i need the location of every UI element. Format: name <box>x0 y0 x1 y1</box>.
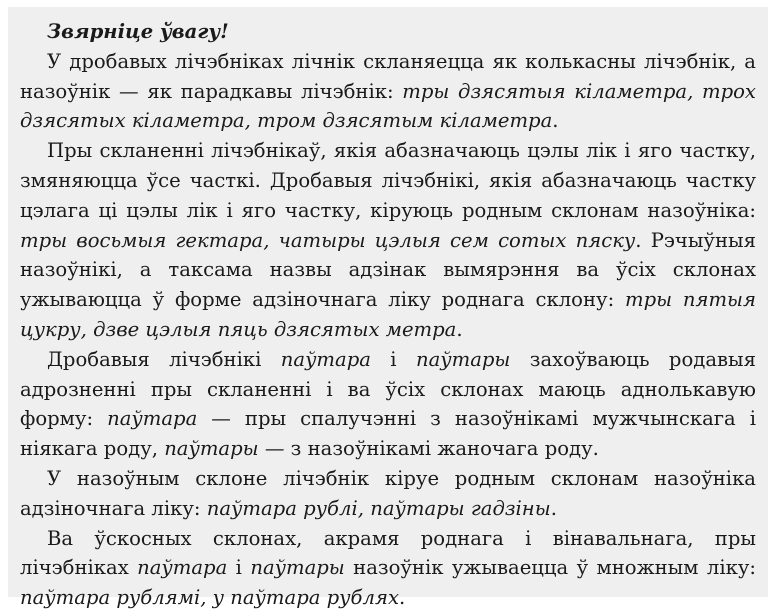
text-span: . <box>399 586 406 610</box>
paragraph-oblique-cases <box>20 524 756 613</box>
example-text: паўтара <box>280 347 371 371</box>
text-span: У дробавых лічэбніках лічнік скланяецца як колькасны лічэбнік, а назоўнік — як парадкавы лічэбнік: <box>20 49 756 103</box>
example-text: паўтары <box>415 347 511 371</box>
text-span: Дробавыя лічэбнікі <box>47 347 281 371</box>
text-span: . <box>552 109 559 133</box>
text-span: . <box>456 317 463 341</box>
example-text: паўтары <box>250 556 345 580</box>
paragraph-mixed-numbers <box>20 136 756 345</box>
paragraph-pautara-gender <box>20 345 756 464</box>
text-span: захоўваюць родавыя адрозненні пры скланенні і ва ўсіх склонах маюць аднолькавую форму: <box>20 347 756 431</box>
example-text: паўтара <box>107 407 198 431</box>
example-text: паўтара рублі, паўтары гадзіны <box>206 496 551 520</box>
text-span: Ва ўскосных склонах, акрамя роднага і вінавальнага, пры лічэбніках <box>20 526 756 580</box>
text-span: — з назоўнікамі жаночага роду. <box>258 437 599 461</box>
paragraph-nominative-case <box>20 464 756 524</box>
example-text: паўтара <box>137 556 228 580</box>
text-span: і <box>370 347 416 371</box>
text-span: . Рэчыўныя назоўнікі, а таксама назвы адзінак вымярэння ва ўсіх склонах ужываюцца ў форме адзіночнага ліку роднага склону: <box>20 228 756 312</box>
notice-title: Звярніце ўвагу! <box>47 20 229 43</box>
example-text: тры пятыя цукру, дзве цэлыя пяць дзясятых метра <box>20 288 756 341</box>
text-span: Пры скланенні лічэбнікаў, якія абазначаюць цэлы лік і яго частку, змяняюцца ўсе часткі. Дробавыя лічэбнікі, якія абазначаюць частку цэлага ці цэлы лік і яго частку, кіруюць родным склонам назоўніка: <box>20 139 756 222</box>
notice-panel <box>8 7 768 610</box>
text-span: — пры спалучэнні з назоўнікамі мужчынскага і ніякага роду, <box>20 407 757 461</box>
example-text: паўтары <box>164 437 259 461</box>
example-text: тры дзясятыя кіламетра, трох дзясятых кіламетра, тром дзясятым кіламетра <box>20 79 756 133</box>
text-span: і <box>227 556 251 580</box>
text-span: назоўнік ужываецца ў множным ліку: <box>344 556 756 580</box>
example-text: тры восьмыя гектара, чатыры цэлыя сем сотых пяску <box>20 228 636 252</box>
example-text: паўтара рублямі, у паўтара рублях <box>20 586 400 610</box>
paragraph-declension-numerator <box>20 47 756 136</box>
text-span: У назоўным склоне лічэбнік кіруе родным склонам назоўніка адзіночнага ліку: <box>20 466 756 520</box>
text-span: . <box>550 496 557 520</box>
